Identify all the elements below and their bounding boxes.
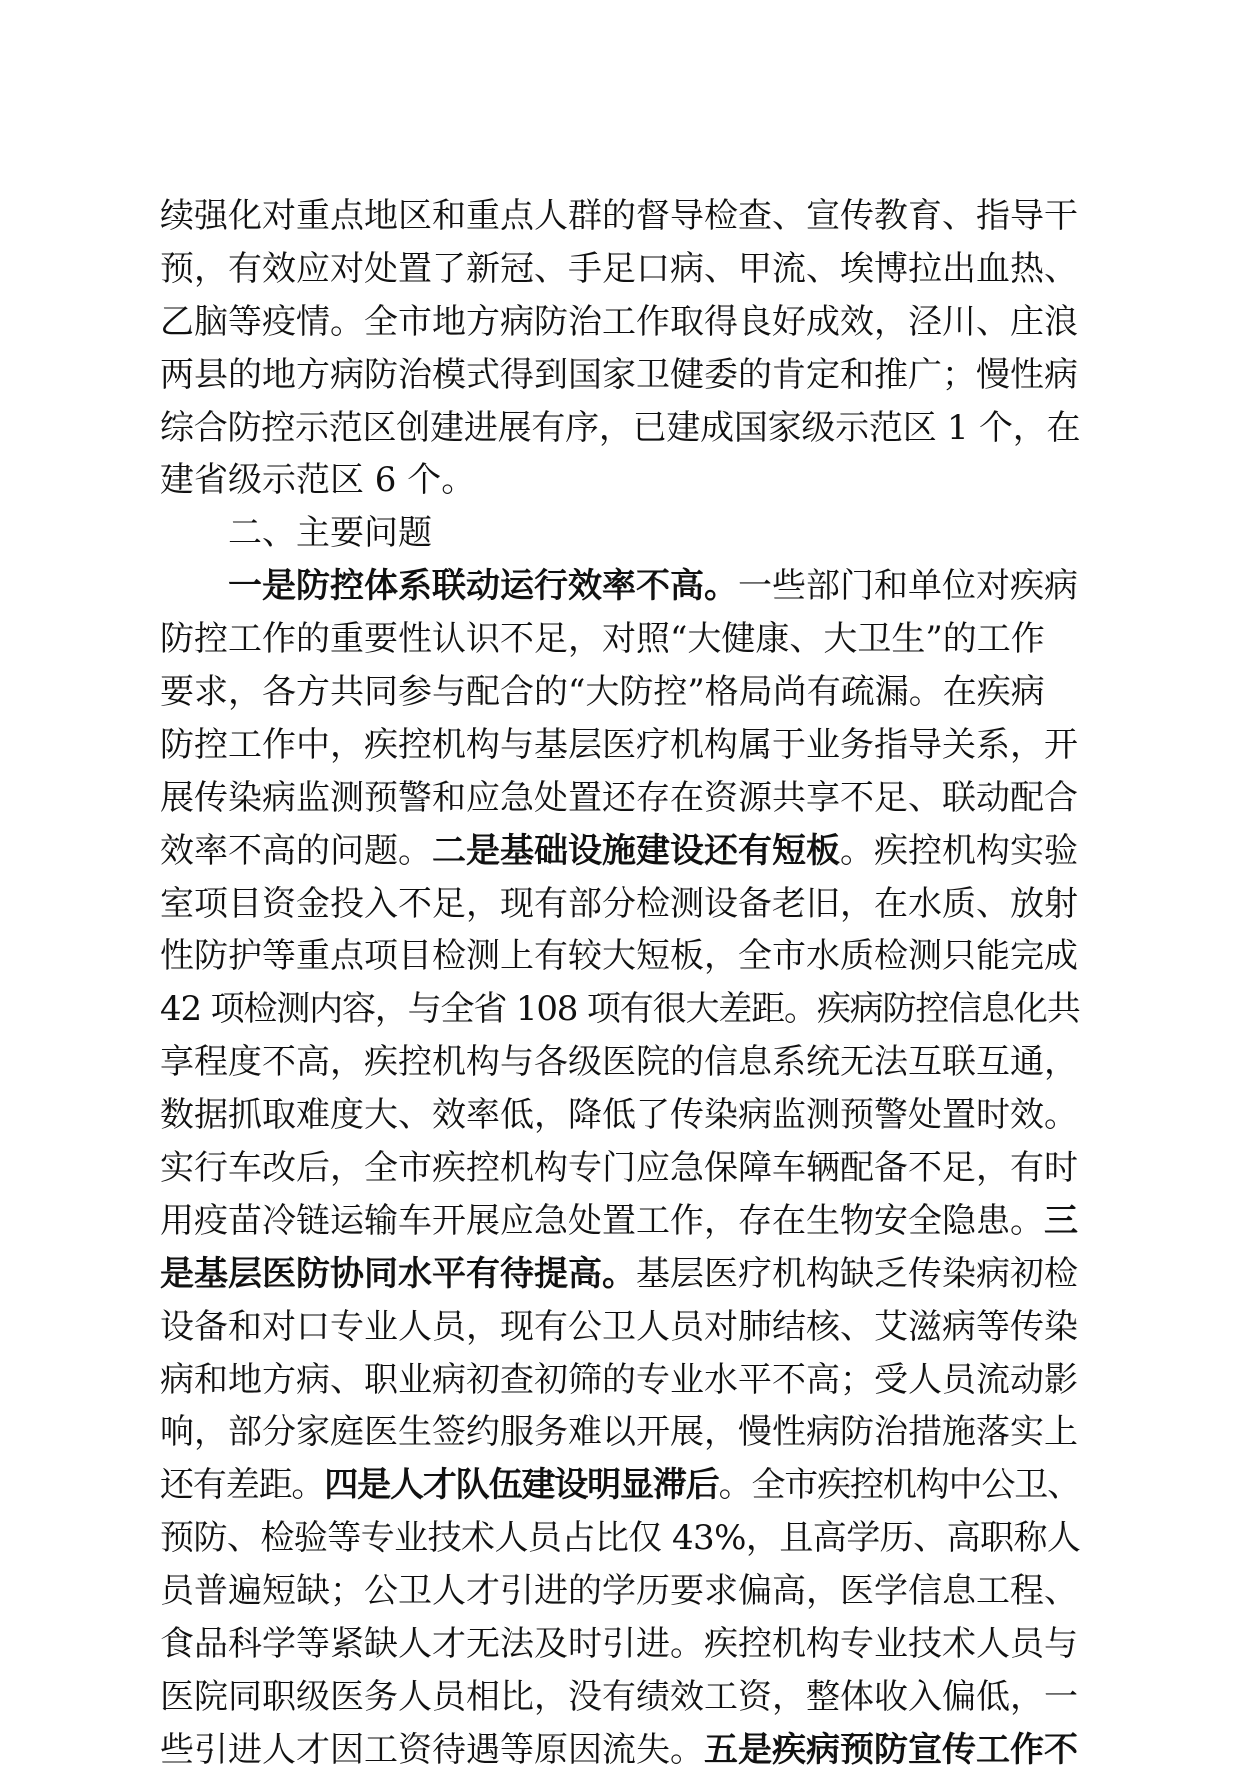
bold-text-segment: 五是疾病预防宣传工作不 <box>704 1729 1078 1770</box>
text-segment: 病和地方病、职业病初查初筛的专业水平不高；受人员流动影 <box>160 1359 1078 1400</box>
text-line <box>160 825 1080 878</box>
text-segment: 数据抓取难度大、效率低，降低了传染病监测预警处置时效。 <box>160 1095 1078 1136</box>
text-line <box>160 1724 1080 1777</box>
text-line <box>160 772 1080 825</box>
text-segment: 食品科学等紧缺人才无法及时引进。疾控机构专业技术人员与 <box>160 1624 1078 1665</box>
text-line <box>160 613 1080 666</box>
text-segment: 防控工作的重要性认识不足，对照“大健康、大卫生”的工作 <box>160 619 1045 660</box>
text-line <box>160 1248 1080 1301</box>
text-segment: 性防护等重点项目检测上有较大短板，全市水质检测只能完成 <box>160 936 1078 977</box>
text-segment: 实行车改后，全市疾控机构专门应急保障车辆配备不足，有时 <box>160 1148 1078 1189</box>
text-line <box>160 1142 1080 1195</box>
text-segment: 。疾控机构实验 <box>840 830 1078 871</box>
text-line <box>160 507 1080 560</box>
text-segment: 员普遍短缺；公卫人才引进的学历要求偏高，医学信息工程、 <box>160 1571 1078 1612</box>
text-line <box>160 454 1080 507</box>
bold-text-segment: 四是人才队伍建设明显滞后 <box>324 1465 719 1506</box>
text-segment: 室项目资金投入不足，现有部分检测设备老旧，在水质、放射 <box>160 883 1078 924</box>
text-segment: 42 项检测内容，与全省 108 项有很大差距。疾病防控信息化共 <box>160 989 1080 1030</box>
text-segment: 乙脑等疫情。全市地方病防治工作取得良好成效，泾川、庄浪 <box>160 301 1078 342</box>
text-segment: 综合防控示范区创建进展有序，已建成国家级示范区 1 个，在 <box>160 407 1081 448</box>
text-line <box>160 402 1080 455</box>
text-line <box>160 1459 1080 1512</box>
text-segment: 设备和对口专业人员，现有公卫人员对肺结核、艾滋病等传染 <box>160 1306 1078 1347</box>
text-line <box>160 560 1080 613</box>
text-segment: 要求，各方共同参与配合的“大防控”格局尚有疏漏。在疾病 <box>160 672 1045 713</box>
bold-text-segment: 二是基础设施建设还有短板 <box>432 830 840 871</box>
text-segment: 预防、检验等专业技术人员占比仅 43%，且高学历、高职称人 <box>160 1518 1081 1559</box>
bold-text-segment: 一是防控体系联动运行效率不高。 <box>228 566 738 607</box>
text-segment: 一些部门和单位对疾病 <box>738 566 1078 607</box>
text-segment: 用疫苗冷链运输车开展应急处置工作，存在生物安全隐患。 <box>160 1200 1044 1241</box>
text-line <box>160 1671 1080 1724</box>
text-line <box>160 666 1080 719</box>
text-line <box>160 930 1080 983</box>
text-line <box>160 719 1080 772</box>
text-segment: 防控工作中，疾控机构与基层医疗机构属于业务指导关系，开 <box>160 724 1078 765</box>
text-segment: 续强化对重点地区和重点人群的督导检查、宣传教育、指导干 <box>160 196 1078 236</box>
text-line <box>160 296 1080 349</box>
text-line <box>160 1565 1080 1618</box>
bold-text-segment: 是基层医防协同水平有待提高。 <box>160 1253 636 1294</box>
text-segment: 基层医疗机构缺乏传染病初检 <box>636 1253 1078 1294</box>
text-segment: 二、主要问题 <box>228 513 432 554</box>
text-line <box>160 1195 1080 1248</box>
text-line <box>160 1512 1080 1565</box>
text-segment: 两县的地方病防治模式得到国家卫健委的肯定和推广；慢性病 <box>160 354 1078 395</box>
text-line <box>160 1089 1080 1142</box>
text-line <box>160 190 1080 243</box>
text-line <box>160 1354 1080 1407</box>
text-segment: 效率不高的问题。 <box>160 830 432 871</box>
text-line <box>160 243 1080 296</box>
text-segment: 预，有效应对处置了新冠、手足口病、甲流、埃博拉出血热、 <box>160 248 1078 289</box>
text-line <box>160 349 1080 402</box>
text-line <box>160 1301 1080 1354</box>
text-segment: 。全市疾控机构中公卫、 <box>718 1465 1081 1506</box>
text-line <box>160 878 1080 931</box>
text-segment: 些引进人才因工资待遇等原因流失。 <box>160 1729 704 1770</box>
text-segment: 医院同职级医务人员相比，没有绩效工资，整体收入偏低，一 <box>160 1676 1078 1717</box>
text-line <box>160 1036 1080 1089</box>
text-line <box>160 1406 1080 1459</box>
text-segment: 享程度不高，疾控机构与各级医院的信息系统无法互联互通， <box>160 1042 1078 1083</box>
text-line <box>160 1618 1080 1671</box>
bold-text-segment: 三 <box>1044 1200 1078 1241</box>
text-segment: 还有差距。 <box>160 1465 325 1506</box>
body-text <box>160 190 1080 1777</box>
text-segment: 展传染病监测预警和应急处置还存在资源共享不足、联动配合 <box>160 777 1078 818</box>
text-segment: 建省级示范区 6 个。 <box>160 460 476 501</box>
text-segment: 响，部分家庭医生签约服务难以开展，慢性病防治措施落实上 <box>160 1412 1078 1453</box>
text-line <box>160 983 1080 1036</box>
